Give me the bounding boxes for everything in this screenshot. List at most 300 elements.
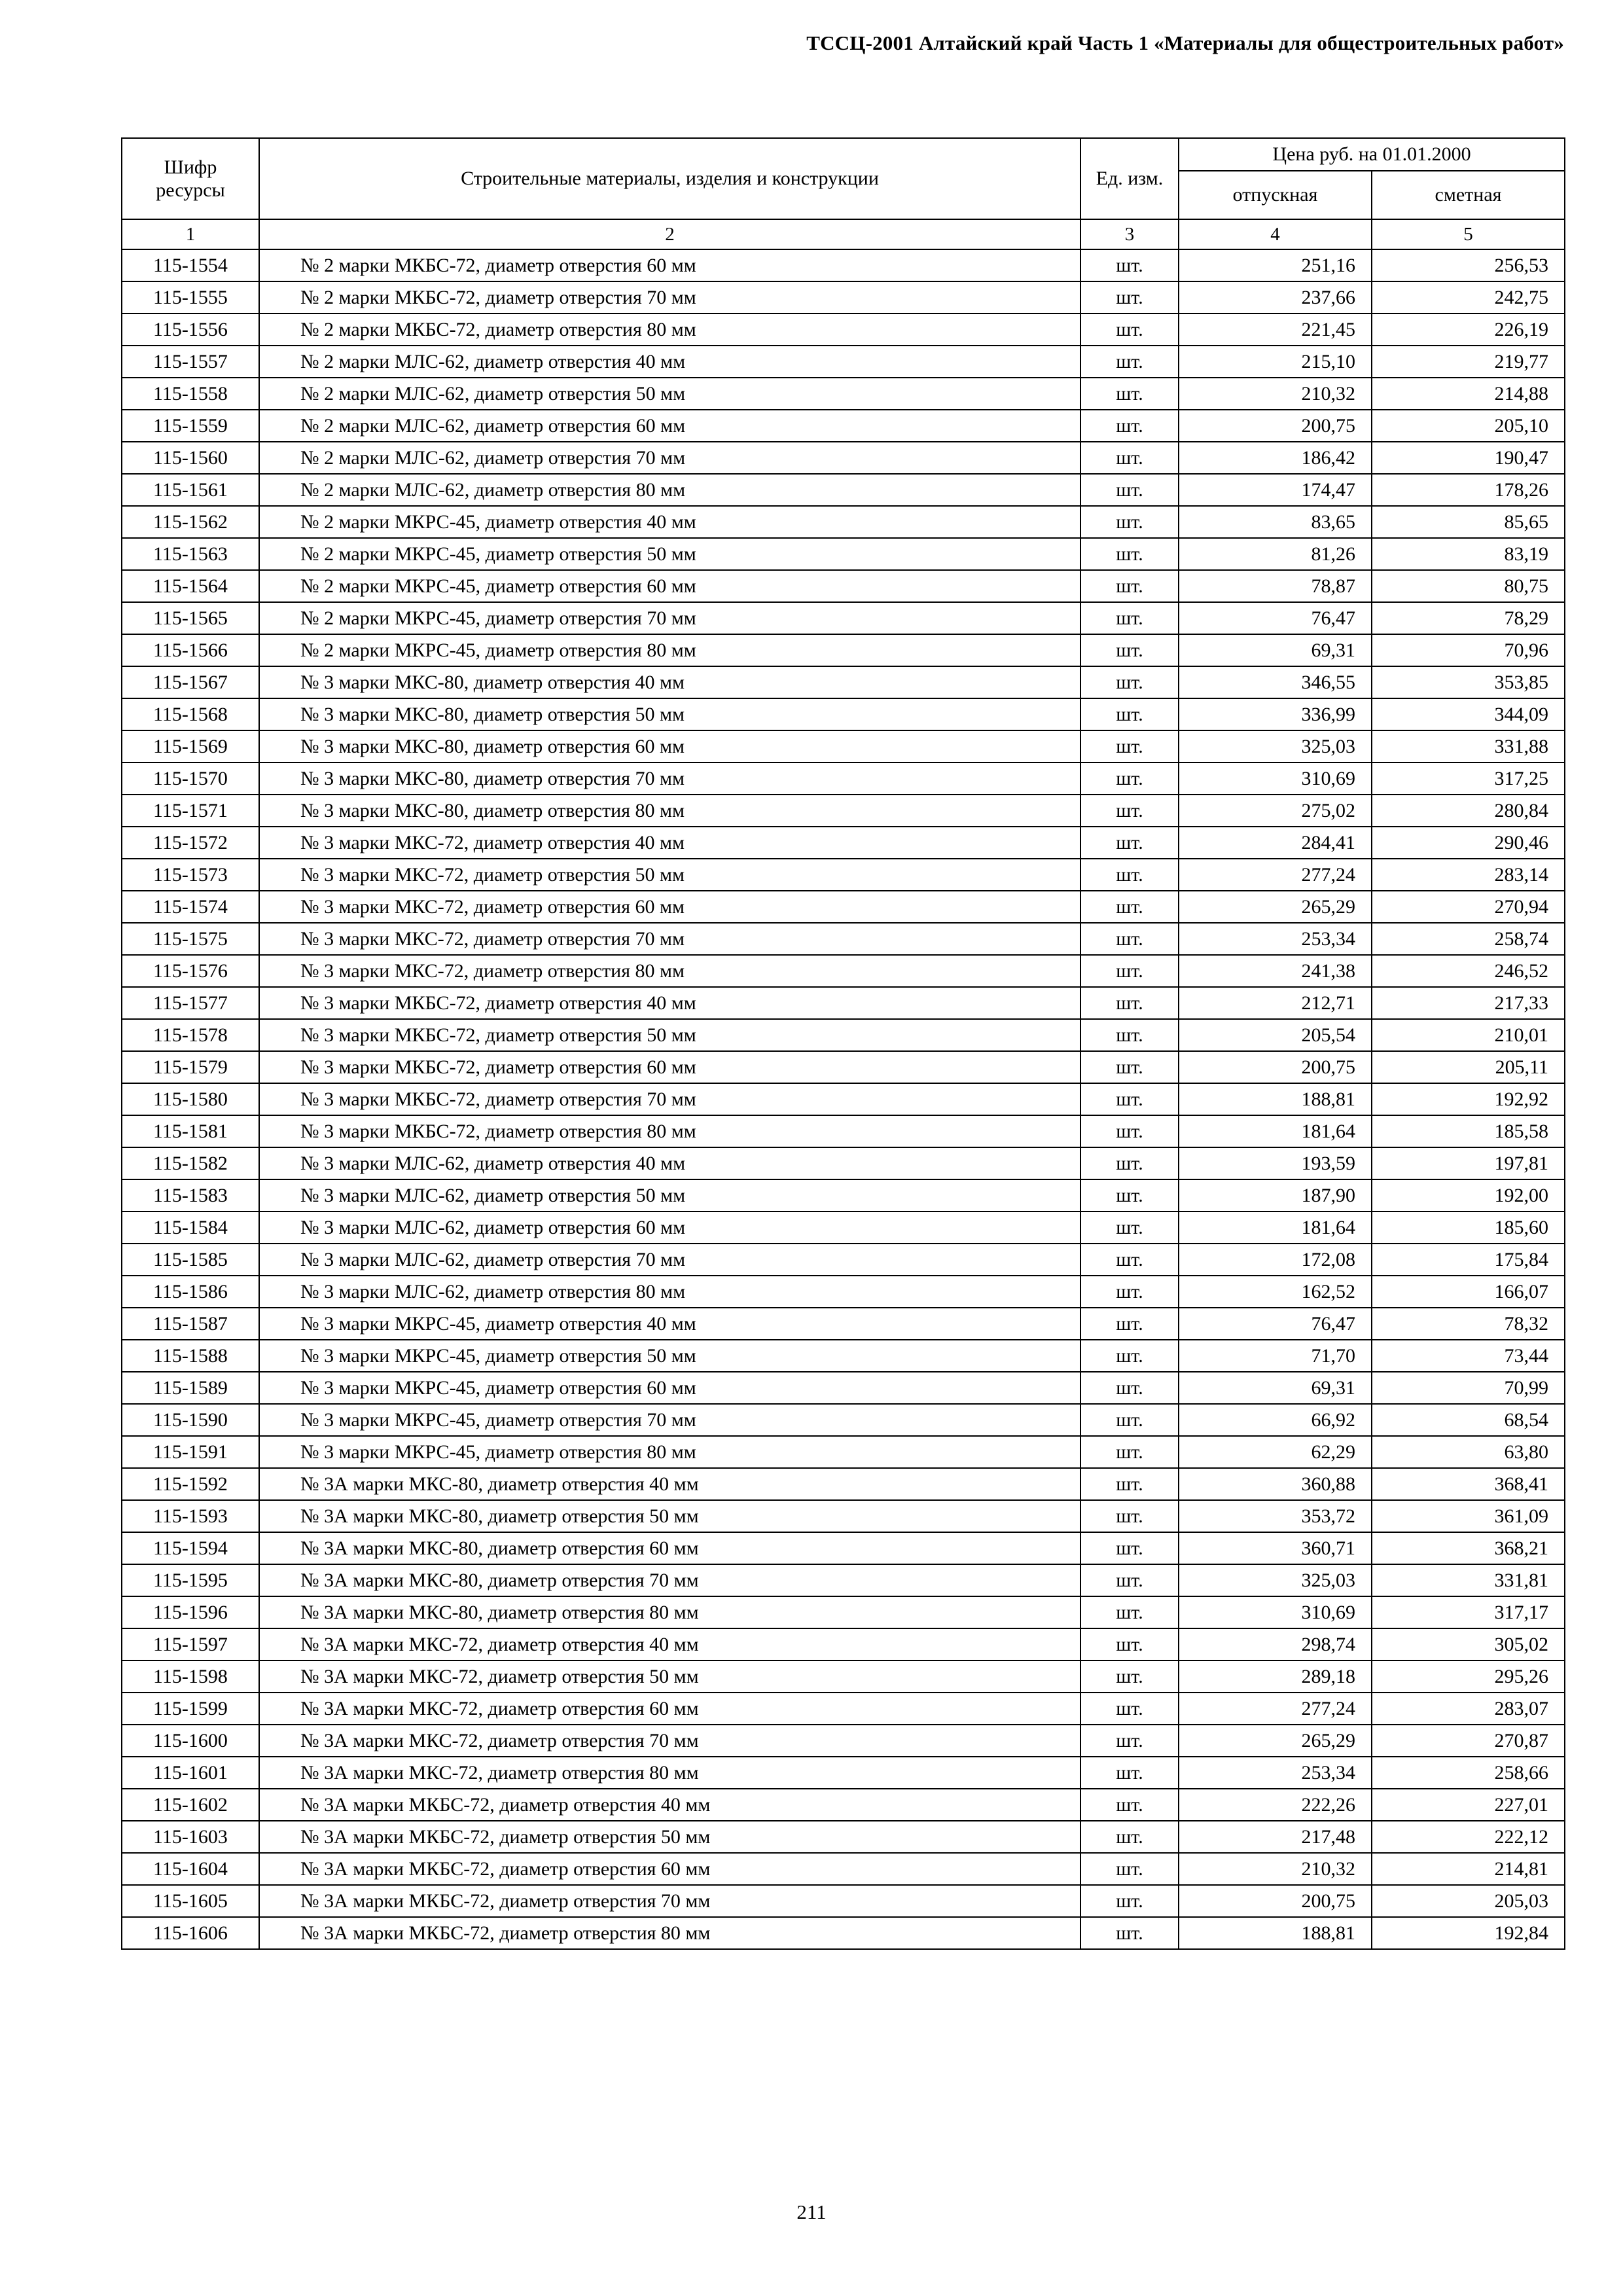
table-row (122, 1340, 1565, 1372)
cell-unit: шт. (1080, 506, 1179, 538)
cell-otp: 188,81 (1179, 1083, 1372, 1115)
document-title-header: ТССЦ-2001 Алтайский край Часть 1 «Материалы для общестроительных работ» (806, 31, 1564, 54)
cell-smet: 73,44 (1372, 1340, 1565, 1372)
cell-name: № 3 марки МЛС-62, диаметр отверстия 70 мм (259, 1244, 1080, 1276)
cell-otp: 221,45 (1179, 314, 1372, 346)
table-row (122, 1596, 1565, 1628)
cell-smet: 175,84 (1372, 1244, 1565, 1276)
cell-name: № 3А марки МКБС-72, диаметр отверстия 40 мм (259, 1789, 1080, 1821)
cell-code: 115-1586 (122, 1276, 259, 1308)
cell-otp: 251,16 (1179, 249, 1372, 281)
cell-code: 115-1594 (122, 1532, 259, 1564)
cell-smet: 305,02 (1372, 1628, 1565, 1660)
table-row (122, 1468, 1565, 1500)
table-row (122, 442, 1565, 474)
cell-otp: 200,75 (1179, 1885, 1372, 1917)
table-row (122, 249, 1565, 281)
cell-unit: шт. (1080, 1211, 1179, 1244)
column-number-1: 1 (122, 219, 259, 249)
cell-name: № 3 марки МКРС-45, диаметр отверстия 40 мм (259, 1308, 1080, 1340)
cell-otp: 181,64 (1179, 1115, 1372, 1147)
cell-smet: 197,81 (1372, 1147, 1565, 1179)
cell-otp: 210,32 (1179, 1853, 1372, 1885)
cell-code: 115-1601 (122, 1757, 259, 1789)
table-row (122, 314, 1565, 346)
table-row (122, 570, 1565, 602)
cell-otp: 200,75 (1179, 410, 1372, 442)
column-number-row (122, 219, 1565, 249)
cell-code: 115-1600 (122, 1725, 259, 1757)
cell-code: 115-1602 (122, 1789, 259, 1821)
cell-otp: 298,74 (1179, 1628, 1372, 1660)
cell-otp: 360,88 (1179, 1468, 1372, 1500)
cell-code: 115-1573 (122, 859, 259, 891)
cell-otp: 241,38 (1179, 955, 1372, 987)
table-row (122, 1244, 1565, 1276)
cell-name: № 3 марки МКС-80, диаметр отверстия 70 мм (259, 762, 1080, 795)
cell-code: 115-1572 (122, 827, 259, 859)
cell-smet: 242,75 (1372, 281, 1565, 314)
table-row (122, 410, 1565, 442)
cell-code: 115-1556 (122, 314, 259, 346)
cell-unit: шт. (1080, 1564, 1179, 1596)
cell-smet: 217,33 (1372, 987, 1565, 1019)
cell-smet: 80,75 (1372, 570, 1565, 602)
cell-otp: 212,71 (1179, 987, 1372, 1019)
cell-otp: 62,29 (1179, 1436, 1372, 1468)
table-row (122, 1276, 1565, 1308)
cell-code: 115-1554 (122, 249, 259, 281)
cell-name: № 3 марки МКС-80, диаметр отверстия 60 мм (259, 730, 1080, 762)
cell-unit: шт. (1080, 249, 1179, 281)
cell-code: 115-1597 (122, 1628, 259, 1660)
table-row (122, 1147, 1565, 1179)
cell-name: № 3 марки МКРС-45, диаметр отверстия 60 мм (259, 1372, 1080, 1404)
cell-unit: шт. (1080, 538, 1179, 570)
cell-otp: 275,02 (1179, 795, 1372, 827)
cell-code: 115-1605 (122, 1885, 259, 1917)
cell-name: № 3 марки МКС-72, диаметр отверстия 80 мм (259, 955, 1080, 987)
cell-otp: 325,03 (1179, 1564, 1372, 1596)
cell-unit: шт. (1080, 346, 1179, 378)
cell-name: № 2 марки МКБС-72, диаметр отверстия 70 мм (259, 281, 1080, 314)
cell-code: 115-1555 (122, 281, 259, 314)
cell-code: 115-1568 (122, 698, 259, 730)
cell-code: 115-1565 (122, 602, 259, 634)
cell-otp: 265,29 (1179, 1725, 1372, 1757)
cell-name: № 2 марки МЛС-62, диаметр отверстия 60 мм (259, 410, 1080, 442)
cell-name: № 3А марки МКБС-72, диаметр отверстия 80 мм (259, 1917, 1080, 1949)
cell-name: № 3 марки МКС-72, диаметр отверстия 40 мм (259, 827, 1080, 859)
cell-smet: 178,26 (1372, 474, 1565, 506)
table-row (122, 666, 1565, 698)
column-header-name: Строительные материалы, изделия и конструкции (259, 138, 1080, 219)
cell-code: 115-1559 (122, 410, 259, 442)
column-header-code: Шифр ресурсы (122, 138, 259, 219)
cell-name: № 3 марки МКРС-45, диаметр отверстия 50 мм (259, 1340, 1080, 1372)
cell-code: 115-1575 (122, 923, 259, 955)
cell-smet: 210,01 (1372, 1019, 1565, 1051)
cell-name: № 3А марки МКС-72, диаметр отверстия 80 мм (259, 1757, 1080, 1789)
column-number-4: 4 (1179, 219, 1372, 249)
cell-unit: шт. (1080, 1308, 1179, 1340)
table-row (122, 1725, 1565, 1757)
column-header-price-otpusknaya: отпускная (1179, 171, 1372, 219)
table-row (122, 1628, 1565, 1660)
cell-name: № 3А марки МКБС-72, диаметр отверстия 50 мм (259, 1821, 1080, 1853)
cell-smet: 70,99 (1372, 1372, 1565, 1404)
cell-name: № 3 марки МКБС-72, диаметр отверстия 60 мм (259, 1051, 1080, 1083)
cell-otp: 215,10 (1179, 346, 1372, 378)
cell-smet: 166,07 (1372, 1276, 1565, 1308)
cell-smet: 185,58 (1372, 1115, 1565, 1147)
cell-unit: шт. (1080, 955, 1179, 987)
cell-smet: 317,25 (1372, 762, 1565, 795)
cell-unit: шт. (1080, 1789, 1179, 1821)
cell-name: № 3А марки МКБС-72, диаметр отверстия 60 мм (259, 1853, 1080, 1885)
cell-smet: 192,92 (1372, 1083, 1565, 1115)
cell-otp: 186,42 (1179, 442, 1372, 474)
cell-code: 115-1584 (122, 1211, 259, 1244)
table-row (122, 378, 1565, 410)
cell-smet: 258,74 (1372, 923, 1565, 955)
cell-otp: 83,65 (1179, 506, 1372, 538)
cell-code: 115-1571 (122, 795, 259, 827)
cell-unit: шт. (1080, 314, 1179, 346)
cell-name: № 3А марки МКС-72, диаметр отверстия 50 мм (259, 1660, 1080, 1693)
cell-unit: шт. (1080, 1115, 1179, 1147)
cell-smet: 246,52 (1372, 955, 1565, 987)
cell-code: 115-1567 (122, 666, 259, 698)
table-row (122, 634, 1565, 666)
cell-smet: 290,46 (1372, 827, 1565, 859)
cell-unit: шт. (1080, 1436, 1179, 1468)
cell-name: № 2 марки МКБС-72, диаметр отверстия 60 мм (259, 249, 1080, 281)
cell-name: № 2 марки МКРС-45, диаметр отверстия 80 мм (259, 634, 1080, 666)
cell-name: № 2 марки МЛС-62, диаметр отверстия 40 мм (259, 346, 1080, 378)
table-row (122, 346, 1565, 378)
cell-name: № 3 марки МЛС-62, диаметр отверстия 40 мм (259, 1147, 1080, 1179)
cell-code: 115-1582 (122, 1147, 259, 1179)
cell-unit: шт. (1080, 1660, 1179, 1693)
cell-name: № 3 марки МКРС-45, диаметр отверстия 80 мм (259, 1436, 1080, 1468)
cell-otp: 78,87 (1179, 570, 1372, 602)
cell-code: 115-1578 (122, 1019, 259, 1051)
cell-name: № 2 марки МКРС-45, диаметр отверстия 70 мм (259, 602, 1080, 634)
cell-otp: 187,90 (1179, 1179, 1372, 1211)
cell-otp: 253,34 (1179, 923, 1372, 955)
cell-unit: шт. (1080, 1404, 1179, 1436)
column-number-2: 2 (259, 219, 1080, 249)
table-row (122, 1211, 1565, 1244)
price-table (121, 137, 1565, 1950)
table-row (122, 602, 1565, 634)
cell-name: № 3А марки МКБС-72, диаметр отверстия 70 мм (259, 1885, 1080, 1917)
cell-smet: 331,81 (1372, 1564, 1565, 1596)
cell-smet: 222,12 (1372, 1821, 1565, 1853)
cell-unit: шт. (1080, 666, 1179, 698)
cell-code: 115-1579 (122, 1051, 259, 1083)
cell-name: № 3 марки МКС-72, диаметр отверстия 60 мм (259, 891, 1080, 923)
cell-otp: 188,81 (1179, 1917, 1372, 1949)
cell-unit: шт. (1080, 1821, 1179, 1853)
cell-otp: 71,70 (1179, 1340, 1372, 1372)
cell-otp: 277,24 (1179, 1693, 1372, 1725)
cell-code: 115-1599 (122, 1693, 259, 1725)
table-row (122, 1308, 1565, 1340)
cell-code: 115-1566 (122, 634, 259, 666)
price-table-header (122, 138, 1565, 249)
table-row (122, 1436, 1565, 1468)
cell-name: № 3 марки МКБС-72, диаметр отверстия 40 мм (259, 987, 1080, 1019)
price-table-body (122, 249, 1565, 1949)
cell-code: 115-1564 (122, 570, 259, 602)
cell-code: 115-1587 (122, 1308, 259, 1340)
cell-code: 115-1577 (122, 987, 259, 1019)
cell-unit: шт. (1080, 987, 1179, 1019)
cell-smet: 280,84 (1372, 795, 1565, 827)
cell-name: № 3 марки МКС-80, диаметр отверстия 50 мм (259, 698, 1080, 730)
cell-otp: 336,99 (1179, 698, 1372, 730)
cell-otp: 265,29 (1179, 891, 1372, 923)
cell-code: 115-1557 (122, 346, 259, 378)
cell-unit: шт. (1080, 1725, 1179, 1757)
cell-otp: 360,71 (1179, 1532, 1372, 1564)
cell-code: 115-1581 (122, 1115, 259, 1147)
cell-smet: 227,01 (1372, 1789, 1565, 1821)
cell-otp: 217,48 (1179, 1821, 1372, 1853)
cell-otp: 174,47 (1179, 474, 1372, 506)
cell-otp: 76,47 (1179, 602, 1372, 634)
cell-name: № 2 марки МКРС-45, диаметр отверстия 60 мм (259, 570, 1080, 602)
cell-unit: шт. (1080, 1532, 1179, 1564)
cell-code: 115-1583 (122, 1179, 259, 1211)
cell-code: 115-1585 (122, 1244, 259, 1276)
cell-smet: 270,87 (1372, 1725, 1565, 1757)
cell-name: № 2 марки МКРС-45, диаметр отверстия 50 мм (259, 538, 1080, 570)
table-row (122, 1179, 1565, 1211)
cell-code: 115-1604 (122, 1853, 259, 1885)
cell-unit: шт. (1080, 698, 1179, 730)
cell-otp: 277,24 (1179, 859, 1372, 891)
cell-smet: 317,17 (1372, 1596, 1565, 1628)
cell-smet: 83,19 (1372, 538, 1565, 570)
cell-code: 115-1569 (122, 730, 259, 762)
cell-smet: 185,60 (1372, 1211, 1565, 1244)
cell-code: 115-1598 (122, 1660, 259, 1693)
cell-smet: 368,41 (1372, 1468, 1565, 1500)
table-row (122, 1564, 1565, 1596)
cell-unit: шт. (1080, 1500, 1179, 1532)
table-row (122, 827, 1565, 859)
page-number: 211 (796, 2200, 827, 2223)
cell-otp: 210,32 (1179, 378, 1372, 410)
cell-otp: 193,59 (1179, 1147, 1372, 1179)
cell-code: 115-1603 (122, 1821, 259, 1853)
cell-name: № 3 марки МКБС-72, диаметр отверстия 70 мм (259, 1083, 1080, 1115)
cell-smet: 214,88 (1372, 378, 1565, 410)
cell-unit: шт. (1080, 730, 1179, 762)
table-row (122, 506, 1565, 538)
table-row (122, 795, 1565, 827)
cell-otp: 237,66 (1179, 281, 1372, 314)
cell-smet: 270,94 (1372, 891, 1565, 923)
cell-otp: 69,31 (1179, 634, 1372, 666)
table-row (122, 923, 1565, 955)
cell-otp: 66,92 (1179, 1404, 1372, 1436)
cell-smet: 258,66 (1372, 1757, 1565, 1789)
cell-name: № 3 марки МЛС-62, диаметр отверстия 50 мм (259, 1179, 1080, 1211)
cell-code: 115-1560 (122, 442, 259, 474)
table-row (122, 1821, 1565, 1853)
cell-unit: шт. (1080, 1885, 1179, 1917)
cell-code: 115-1561 (122, 474, 259, 506)
cell-name: № 3А марки МКС-80, диаметр отверстия 70 мм (259, 1564, 1080, 1596)
table-row (122, 1532, 1565, 1564)
cell-smet: 214,81 (1372, 1853, 1565, 1885)
cell-code: 115-1592 (122, 1468, 259, 1500)
table-row (122, 762, 1565, 795)
cell-otp: 284,41 (1179, 827, 1372, 859)
cell-smet: 353,85 (1372, 666, 1565, 698)
cell-name: № 3А марки МКС-72, диаметр отверстия 70 мм (259, 1725, 1080, 1757)
table-row (122, 1693, 1565, 1725)
cell-otp: 310,69 (1179, 762, 1372, 795)
cell-otp: 181,64 (1179, 1211, 1372, 1244)
cell-code: 115-1606 (122, 1917, 259, 1949)
cell-unit: шт. (1080, 1147, 1179, 1179)
cell-code: 115-1591 (122, 1436, 259, 1468)
column-header-unit: Ед. изм. (1080, 138, 1179, 219)
cell-name: № 3А марки МКС-72, диаметр отверстия 40 мм (259, 1628, 1080, 1660)
cell-name: № 3 марки МЛС-62, диаметр отверстия 60 мм (259, 1211, 1080, 1244)
cell-unit: шт. (1080, 1628, 1179, 1660)
cell-name: № 3 марки МКРС-45, диаметр отверстия 70 мм (259, 1404, 1080, 1436)
cell-name: № 3 марки МЛС-62, диаметр отверстия 80 мм (259, 1276, 1080, 1308)
cell-unit: шт. (1080, 410, 1179, 442)
cell-smet: 219,77 (1372, 346, 1565, 378)
table-row (122, 474, 1565, 506)
cell-unit: шт. (1080, 634, 1179, 666)
cell-name: № 3 марки МКБС-72, диаметр отверстия 50 мм (259, 1019, 1080, 1051)
cell-unit: шт. (1080, 570, 1179, 602)
cell-smet: 205,10 (1372, 410, 1565, 442)
cell-name: № 3А марки МКС-80, диаметр отверстия 40 мм (259, 1468, 1080, 1500)
cell-otp: 253,34 (1179, 1757, 1372, 1789)
cell-otp: 289,18 (1179, 1660, 1372, 1693)
cell-smet: 70,96 (1372, 634, 1565, 666)
cell-name: № 2 марки МЛС-62, диаметр отверстия 70 мм (259, 442, 1080, 474)
cell-name: № 3А марки МКС-80, диаметр отверстия 80 мм (259, 1596, 1080, 1628)
cell-otp: 69,31 (1179, 1372, 1372, 1404)
cell-unit: шт. (1080, 1019, 1179, 1051)
cell-code: 115-1588 (122, 1340, 259, 1372)
column-number-3: 3 (1080, 219, 1179, 249)
cell-name: № 3А марки МКС-80, диаметр отверстия 60 мм (259, 1532, 1080, 1564)
cell-smet: 68,54 (1372, 1404, 1565, 1436)
cell-name: № 3А марки МКС-80, диаметр отверстия 50 мм (259, 1500, 1080, 1532)
cell-smet: 192,84 (1372, 1917, 1565, 1949)
cell-name: № 2 марки МКБС-72, диаметр отверстия 80 мм (259, 314, 1080, 346)
cell-unit: шт. (1080, 281, 1179, 314)
cell-unit: шт. (1080, 891, 1179, 923)
cell-code: 115-1590 (122, 1404, 259, 1436)
cell-smet: 190,47 (1372, 442, 1565, 474)
cell-name: № 2 марки МЛС-62, диаметр отверстия 80 мм (259, 474, 1080, 506)
cell-smet: 344,09 (1372, 698, 1565, 730)
cell-unit: шт. (1080, 1372, 1179, 1404)
cell-unit: шт. (1080, 1596, 1179, 1628)
cell-unit: шт. (1080, 1853, 1179, 1885)
cell-otp: 76,47 (1179, 1308, 1372, 1340)
cell-unit: шт. (1080, 1244, 1179, 1276)
table-row (122, 698, 1565, 730)
cell-name: № 3 марки МКС-72, диаметр отверстия 70 мм (259, 923, 1080, 955)
column-number-5: 5 (1372, 219, 1565, 249)
cell-otp: 310,69 (1179, 1596, 1372, 1628)
cell-unit: шт. (1080, 795, 1179, 827)
table-row (122, 955, 1565, 987)
cell-smet: 205,03 (1372, 1885, 1565, 1917)
table-row (122, 1500, 1565, 1532)
cell-otp: 200,75 (1179, 1051, 1372, 1083)
table-row (122, 1660, 1565, 1693)
cell-code: 115-1558 (122, 378, 259, 410)
cell-name: № 2 марки МКРС-45, диаметр отверстия 40 мм (259, 506, 1080, 538)
cell-unit: шт. (1080, 1693, 1179, 1725)
cell-smet: 283,14 (1372, 859, 1565, 891)
cell-unit: шт. (1080, 859, 1179, 891)
cell-smet: 78,32 (1372, 1308, 1565, 1340)
cell-code: 115-1595 (122, 1564, 259, 1596)
cell-name: № 3А марки МКС-72, диаметр отверстия 60 мм (259, 1693, 1080, 1725)
cell-name: № 3 марки МКС-80, диаметр отверстия 80 мм (259, 795, 1080, 827)
cell-code: 115-1589 (122, 1372, 259, 1404)
cell-smet: 256,53 (1372, 249, 1565, 281)
table-row (122, 730, 1565, 762)
cell-smet: 283,07 (1372, 1693, 1565, 1725)
cell-code: 115-1593 (122, 1500, 259, 1532)
cell-smet: 78,29 (1372, 602, 1565, 634)
cell-otp: 162,52 (1179, 1276, 1372, 1308)
table-row (122, 1789, 1565, 1821)
cell-unit: шт. (1080, 923, 1179, 955)
table-row (122, 1051, 1565, 1083)
cell-code: 115-1596 (122, 1596, 259, 1628)
cell-smet: 192,00 (1372, 1179, 1565, 1211)
table-row (122, 1917, 1565, 1949)
cell-name: № 2 марки МЛС-62, диаметр отверстия 50 мм (259, 378, 1080, 410)
cell-unit: шт. (1080, 442, 1179, 474)
cell-otp: 346,55 (1179, 666, 1372, 698)
table-row (122, 1115, 1565, 1147)
cell-code: 115-1576 (122, 955, 259, 987)
cell-smet: 226,19 (1372, 314, 1565, 346)
cell-unit: шт. (1080, 1340, 1179, 1372)
cell-otp: 353,72 (1179, 1500, 1372, 1532)
cell-unit: шт. (1080, 1468, 1179, 1500)
cell-unit: шт. (1080, 1917, 1179, 1949)
table-row (122, 1019, 1565, 1051)
cell-unit: шт. (1080, 1083, 1179, 1115)
table-row (122, 987, 1565, 1019)
table-row (122, 1853, 1565, 1885)
cell-smet: 368,21 (1372, 1532, 1565, 1564)
table-row (122, 1404, 1565, 1436)
cell-unit: шт. (1080, 378, 1179, 410)
table-row (122, 281, 1565, 314)
cell-smet: 205,11 (1372, 1051, 1565, 1083)
